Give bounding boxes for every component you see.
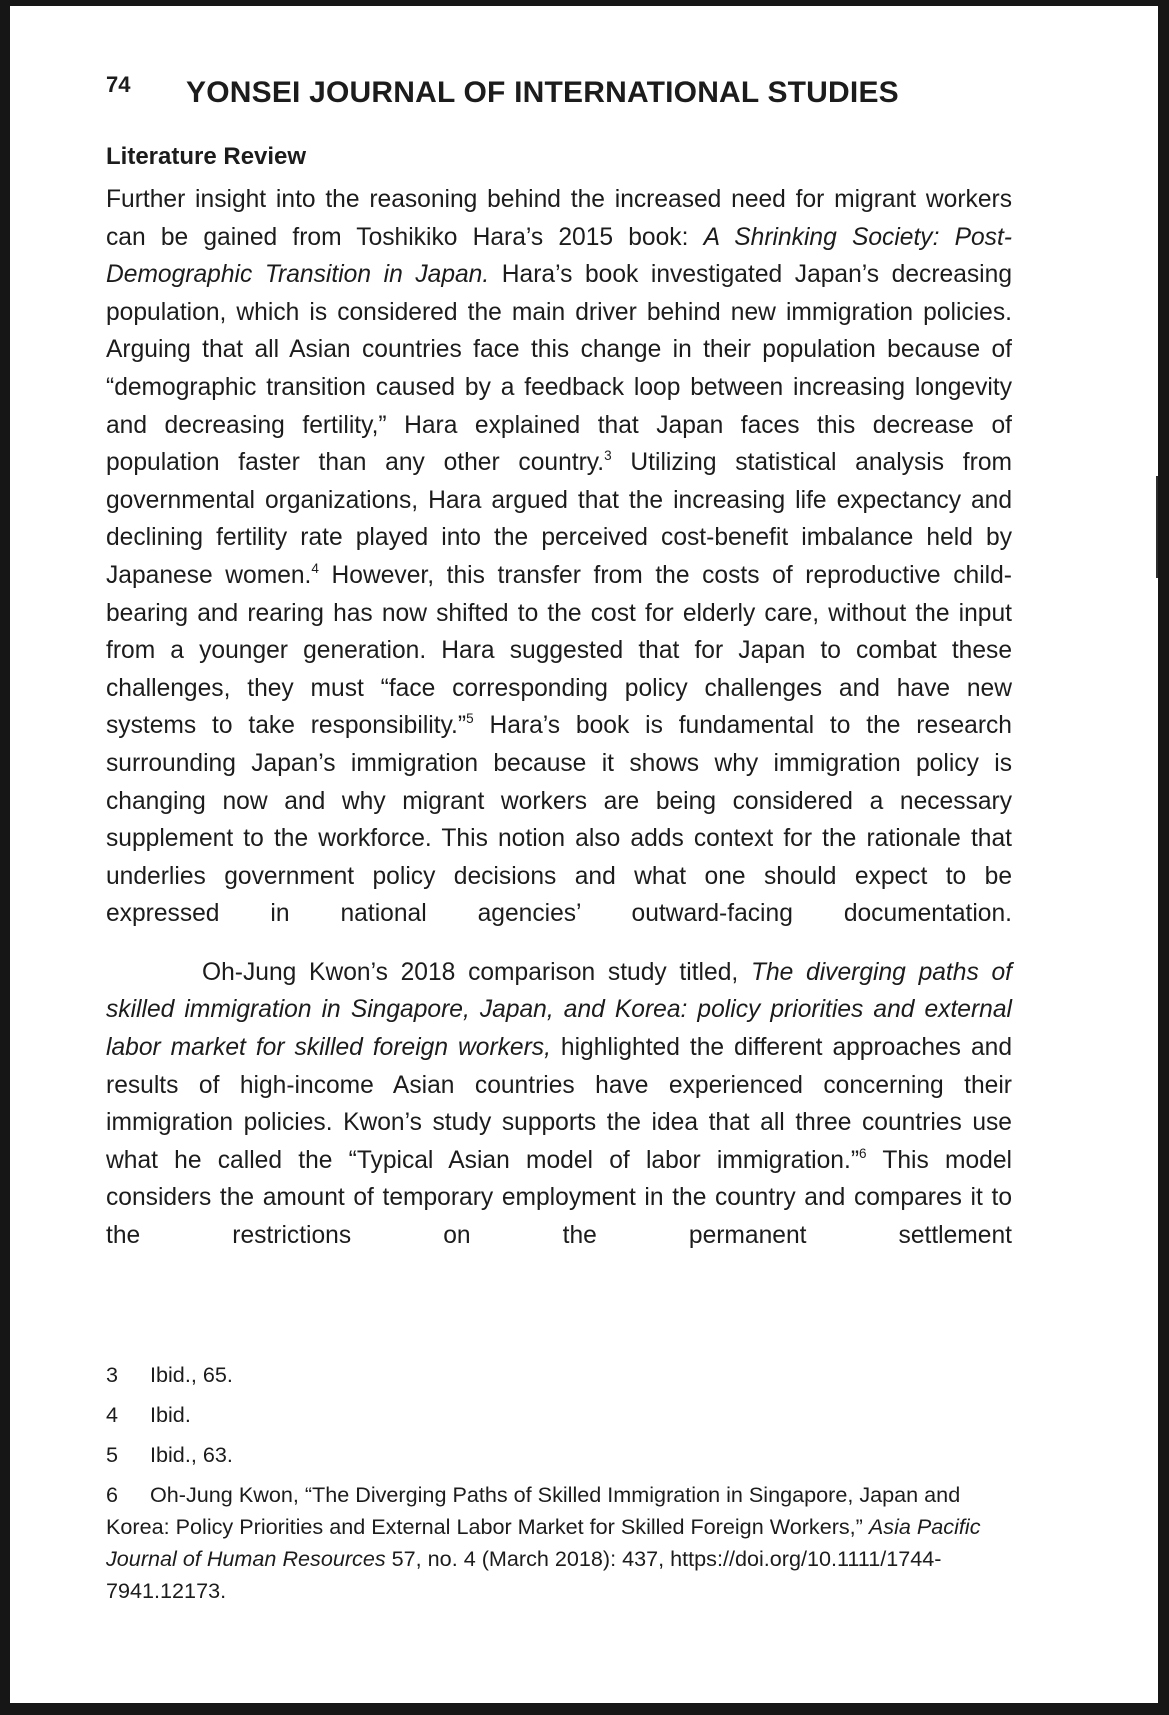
footnote-ref[interactable]: 3 bbox=[604, 448, 612, 464]
footnote-item bbox=[106, 1399, 1012, 1431]
footnote-text: Ibid., 65. bbox=[150, 1362, 233, 1387]
paragraph-text: Hara’s book investigated Japan’s decreasing population, which is considered the main driver behind new immigration policies. Arguing that all Asian countries face this change in their population because of “demographic transition caused by a feedback loop between increasing longevity and decreasing fertility,” Hara explained that Japan faces this decrease of population faster than any other country. bbox=[106, 261, 1012, 477]
study-title: The diverging paths of skilled immigration in Singapore, Japan, and Korea: policy priorities and external labor market for skilled foreign workers, bbox=[106, 958, 1012, 1062]
paragraph-text: However, this transfer from the costs of reproductive child-bearing and rearing has now shifted to the cost for elderly care, without the input from a younger generation. Hara suggested that for Japan to combat these challenges, they must “face corresponding policy challenges and have new systems to take responsibility.” bbox=[106, 561, 1012, 740]
paragraph-text: Oh-Jung Kwon’s 2018 comparison study titled, bbox=[202, 958, 751, 986]
footnote-text: 57, no. 4 (March 2018): 437, https://doi.org/10.1111/1744-7941.12173. bbox=[106, 1546, 942, 1603]
paragraph-text: Hara’s book is fundamental to the research surrounding Japan’s immigration because it shows why immigration policy is changing now and why migrant workers are being considered a necessary supplement to the workforce. This notion also adds context for the rationale that underlies government policy decisions and what one should expect to be expressed in national agencies’ outward-facing documentation. bbox=[106, 712, 1012, 928]
footnote-text: Ibid. bbox=[150, 1402, 191, 1427]
book-title: A Shrinking Society: Post-Demographic Transition in Japan. bbox=[106, 223, 1012, 289]
scrollbar-thumb[interactable] bbox=[1156, 476, 1158, 578]
footnote-number: 3 bbox=[106, 1362, 119, 1387]
footnote-ref[interactable]: 4 bbox=[311, 560, 319, 576]
paragraph-text: Further insight into the reasoning behind the increased need for migrant workers can be gained from Toshikiko Hara’s 2015 book: bbox=[106, 186, 1012, 251]
journal-title: YONSEI JOURNAL OF INTERNATIONAL STUDIES bbox=[186, 76, 899, 109]
footnote-number: 6 bbox=[106, 1482, 119, 1507]
footnote-item bbox=[106, 1359, 1012, 1391]
journal-name: Asia Pacific Journal of Human Resources bbox=[106, 1514, 981, 1571]
section-heading: Literature Review bbox=[106, 143, 307, 170]
document-page bbox=[10, 6, 1158, 1703]
footnote-number: 5 bbox=[106, 1442, 119, 1467]
article-body bbox=[106, 141, 1012, 1255]
page-number: 74 bbox=[106, 72, 131, 97]
footnote-number: 4 bbox=[106, 1402, 119, 1427]
paragraph-kwon bbox=[106, 954, 1012, 1255]
paragraph-hara bbox=[106, 181, 1012, 933]
footnote-text: Oh-Jung Kwon, “The Diverging Paths of Skilled Immigration in Singapore, Japan and Korea: Policy Priorities and External Labor Market for Skilled Foreign Workers,” bbox=[106, 1482, 961, 1539]
paragraph-text: highlighted the different approaches and results of high-income Asian countries have experienced concerning their immigration policies. Kwon’s study supports the idea that all three countries use what he called the “Typical Asian model of labor immigration.” bbox=[106, 1034, 1012, 1174]
footnote-ref[interactable]: 5 bbox=[466, 711, 474, 727]
paragraph-text: Utilizing statistical analysis from governmental organizations, Hara argued that the increasing life expectancy and declining fertility rate played into the perceived cost-benefit imbalance held by Japanese women. bbox=[106, 449, 1012, 589]
footnotes bbox=[106, 1359, 1012, 1615]
footnote-ref[interactable]: 6 bbox=[859, 1145, 867, 1161]
footnote-item bbox=[106, 1439, 1012, 1471]
footnote-text: Ibid., 63. bbox=[150, 1442, 233, 1467]
footnote-item bbox=[106, 1479, 1012, 1607]
paragraph-text: This model considers the amount of temporary employment in the country and compares it to the restrictions on the permanent settlement bbox=[106, 1146, 1013, 1250]
